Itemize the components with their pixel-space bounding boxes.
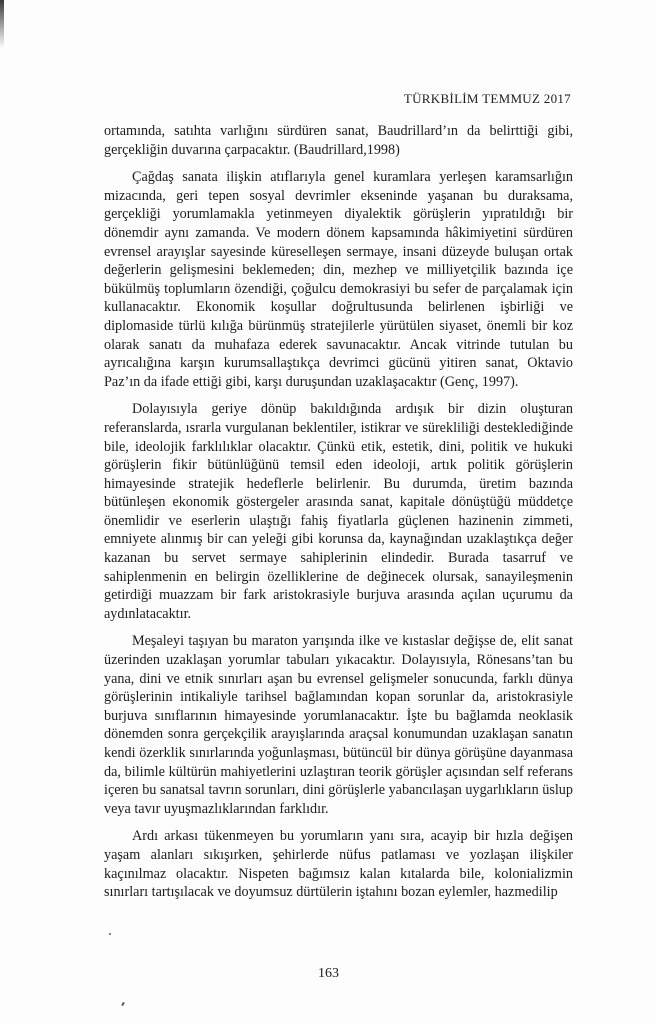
scan-speck bbox=[109, 933, 111, 935]
scan-speck bbox=[121, 1002, 125, 1006]
body-text bbox=[104, 122, 573, 911]
paragraph-1: ortamında, satıhta varlığını sürdüren sanat, Baudrillard’ın da belirttiği gibi, gerçekliğin duvarına çarpacaktır. (Baudrillard,1998) bbox=[104, 123, 573, 158]
scan-edge-mark bbox=[0, 0, 4, 48]
paragraph-3: Dolayısıyla geriye dönüp bakıldığında ardışık bir dizin oluşturan referanslarda, ısrarla vurgulanan beklentiler, istikrar ve sürekliliği desteklediğinde bile, ideolojik farklılıklar olacaktır. Çünkü etik, estetik, dini, politik ve hukuki görüşlerin fikir bütünlüğünü temsil eden ideoloji, artık politik görüşlerin himayesinde stratejik hedeflerle belirlenir. Bu durumda, üretim bazında bütünleşen ekonomik göstergeler arasında sanat, kapitale dönüştüğü müddetçe önemlidir ve eserlerin ulaştığı fahiş fiyatlarla güçlenen hazinenin zimmeti, emniyete alınmış bir can yeleği gibi korunsa da, kaynağından uzaklaştıkça değer kazanan bu servet sermaye sahiplerinin elindedir. Burada tasarruf ve sahiplenmenin en belirgin özelliklerine de değinecek olursak, sanayileşmenin getirdiği muazzam bir fark aristokrasiyle burjuva arasında açılan uçurumu da aydınlatacaktır. bbox=[104, 401, 573, 622]
paragraph-4: Meşaleyi taşıyan bu maraton yarışında ilke ve kıstaslar değişse de, elit sanat üzerinden uzaklaşan yorumlar tabuları yıkacaktır. Dolayısıyla, Rönesans’tan bu yana, dini ve etnik sınırları aşan bu evrensel gelişmeler sonucunda, farklı dünya görüşlerinin intikaliyle tarihsel bağlamından kopan sorunlar da, aristokrasiyle burjuva sınıflarının himayesinde yorumlanacaktır. İşte bu bağlamda neoklasik dönemden sonra gerçekçilik arayışlarında araçsal konumundan uzaklaşan sanatın kendi özerklik sınırlarında yoğunlaşması, bütüncül bir dünya görüşüne dayanmasa da, bilimle kültürün mahiyetlerini uzlaştıran teorik görüşler açısından self referans içeren bu sanatsal tavrın sorunları, dini görüşlerle yabancılaşan uygarlıkların üslup veya tavır uyuşmazlıklarından farklıdır. bbox=[104, 633, 573, 817]
paragraph-5: Ardı arkası tükenmeyen bu yorumların yanı sıra, acayip bir hızla değişen yaşam alanları sıkışırken, şehirlerde nüfus patlaması ve yozlaşan ilişkiler kaçınılmaz olacaktır. Nispeten bağımsız kalan kıtalarda bile, kolonializmin sınırları tartışılacak ve doyumsuz dürtülerin iştahını bozan eylemler, hazmedilip bbox=[104, 828, 573, 901]
running-head: TÜRKBİLİM TEMMUZ 2017 bbox=[403, 91, 571, 106]
page-number: 163 bbox=[318, 966, 339, 981]
paragraph-2: Çağdaş sanata ilişkin atıflarıyla genel kuramlara yerleşen karamsarlığın mizacında, geri tepen sosyal devrimler ekseninde yaşanan bu duraksama, gerçekliği yorumlamakla yetinmeyen diyalektik görüşlerin yıpratıldığı bir dönemdir aynı zamanda. Ve modern dönem kapsamında hâkimiyetini sürdüren evrensel arayışlar sayesinde küreselleşen sermaye, insani düzeyde buluşan ortak değerlerin gelişmesini beklemeden; din, mezhep ve milliyetçilik bazında içe bükülmüş toplumların özendiği, çoğulcu demokrasiyi bu sefer de parçalamak için kullanacaktır. Ekonomik koşullar doğrultusunda belirlenen işbirliği ve diplomaside türlü kılığa bürünmüş stratejilerle yürütülen siyaset, önemli bir koz olarak sanatı da muhafaza ederek savunacaktır. Ancak vitrinde tutulan bu ayrıcalığına karşın kurumsallaştıkça devrimci gücünü yitiren sanat, Oktavio Paz’ın da ifade ettiği gibi, karşı duruşundan uzaklaşacaktır (Genç, 1997). bbox=[104, 169, 573, 390]
